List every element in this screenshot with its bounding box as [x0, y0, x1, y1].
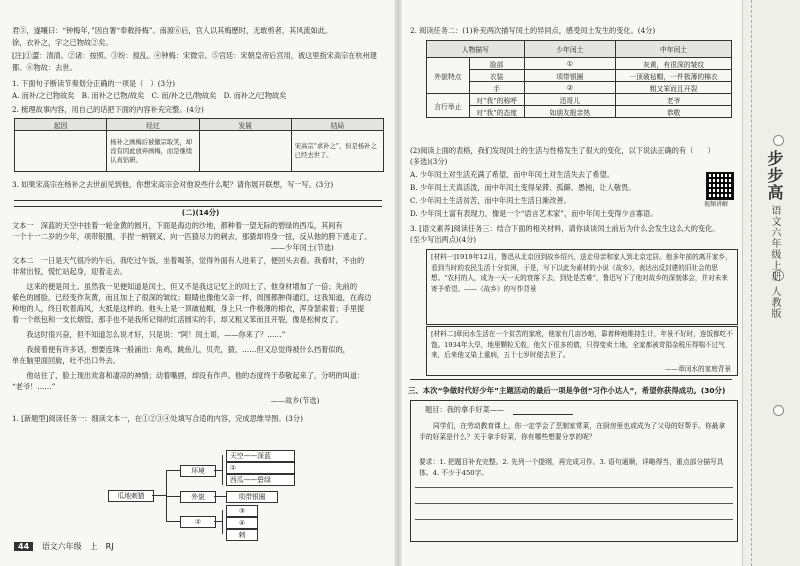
- part-2-title: (二)(14分): [181, 208, 220, 217]
- row-group: 外貌特点: [427, 58, 470, 94]
- table-cell: 手: [469, 82, 524, 94]
- text-2-line: 非常出惊，慌忙站起身，迎着走去。: [12, 267, 128, 276]
- table-cell: 灰黄，有很深的皱纹: [616, 58, 732, 70]
- table-cell: 对“我”的称呼: [469, 94, 524, 106]
- punch-hole: [773, 135, 784, 146]
- writing-line[interactable]: [415, 503, 733, 504]
- question-6: 3. [语文素养]阅读任务三：结合下面的相关材料，请你谈谈闰土前后为什么会发生这么大的变化。: [410, 224, 720, 233]
- writing-line[interactable]: [415, 487, 733, 488]
- text-2-line: 他站住了，脸上现出欢喜和凄凉的神情；动着嘴唇，却没有作声。他的态度终于恭敬起来了，分明的叫道：: [12, 371, 365, 380]
- table-cell: 对“我”的态度: [469, 106, 524, 118]
- connector: [152, 495, 166, 496]
- table-cell: 一顶破毡帽，一件极薄的棉衣: [616, 70, 732, 82]
- table-cell-answer[interactable]: [199, 131, 291, 172]
- option-d[interactable]: D. 少年闰土富有表现力，像是一个“语言艺术家”，而中年闰土变得少言寡语。: [410, 209, 658, 218]
- text-2-line: 种地的人，终日吹着海风，大抵是这样的。他头上是一顶破毡帽，身上只一件极薄的棉衣，浑身瑟索着；手里提: [12, 304, 365, 313]
- writing-line[interactable]: [415, 519, 733, 520]
- option-a[interactable]: A. 少年闰土对生活充满了希望，而中年闰土对生活失去了希望。: [410, 170, 614, 179]
- table-header: 人物描写: [427, 41, 525, 58]
- table-cell: 杨补之画梅后被徽宗取笑，却没有因此放弃画梅，而是继续认真钻研。: [107, 131, 199, 172]
- connector: [222, 455, 223, 485]
- mind-root: 瓜地刺猹: [108, 490, 154, 502]
- answer-line[interactable]: [410, 379, 732, 380]
- text-2-line: “老爷！……”: [12, 382, 56, 391]
- text-2-line: 我接着便有许多话，想要连珠一般涌出：角鸡，跳鱼儿，贝壳，猹，……但又总觉得被什么挡着似的，: [12, 345, 350, 354]
- text-1-line: 文本一 深蓝的天空中挂着一轮金黄的圆月，下面是海边的沙地，都种着一望无际的碧绿的西瓜，其间有: [12, 221, 343, 230]
- table-cell: 衣装: [469, 70, 524, 82]
- brand-logo: 步步高: [765, 150, 784, 201]
- question-3: 3. 如果宋高宗在杨补之去世前见到他，你想宋高宗会对他说些什么呢？请你展开联想，写一写。(3分): [12, 180, 334, 189]
- table-cell: 项带银圈: [524, 70, 616, 82]
- left-page: [0, 0, 395, 566]
- table-cell: 如朋友般亲热: [524, 106, 616, 118]
- leaf-blank[interactable]: ④: [226, 517, 258, 529]
- question-5b: (2)阅读上面的表格，我们发现闰土的生活与性格发生了很大的变化，以下说法正确的有（ ）: [410, 146, 715, 155]
- connector: [166, 470, 180, 471]
- question-2: 2. 梳理故事内容，用自己的话把下面的内容补充完整。(4分): [12, 105, 204, 114]
- text-1-line: 一个十一二岁的少年，项带银圈，手捏一柄钢叉，向一匹猹尽力的刺去，那猹却将身一扭，反从他的胯下逃走了。: [12, 232, 372, 241]
- sidebar-label: [763, 150, 786, 319]
- leaf-blank[interactable]: ①: [226, 462, 295, 474]
- text-2-line: 单在脑里面回旋，吐不出口外去。: [12, 356, 120, 365]
- leaf: 刺: [226, 529, 258, 541]
- branch-blank[interactable]: ②: [180, 516, 216, 528]
- branch-environment: 环境: [180, 465, 216, 477]
- table-header: 中年闰土: [616, 41, 732, 58]
- text-2-source: ——故乡(节选): [12, 396, 320, 405]
- table-cell-blank[interactable]: ②: [524, 82, 616, 94]
- table-cell: 脸部: [469, 58, 524, 70]
- table-cell-blank[interactable]: ①: [524, 58, 616, 70]
- annotation-line: 都。⑥物故：去世。: [12, 63, 77, 72]
- branch-appearance: 外貌: [180, 491, 216, 503]
- footer-text: 语文六年级 上 RJ: [41, 542, 114, 551]
- plot-table: [14, 118, 384, 172]
- leaf: 项带银圈: [226, 491, 278, 503]
- question-4: 1. [新题型]阅读任务一：细读文本一，在①②③④处填写合适的内容，完成思维导图。(3分): [12, 414, 303, 423]
- essay-title-prompt: 题目：我的拿手好菜——: [425, 405, 505, 414]
- qr-caption: 视频讲解: [704, 201, 729, 208]
- text-2-line: 我这时很兴奋，但不知道怎么说才好，只是说：“阿！闰土哥，——你来了？……”: [12, 330, 286, 339]
- material-2-box: [426, 326, 738, 376]
- part-3-title: 三、本次“争做时代好少年”主题活动的最后一项是争创“习作小达人”，希望你获得成功。(30分): [408, 386, 726, 395]
- comparison-table: [426, 40, 732, 118]
- connector: [214, 496, 226, 497]
- essay-requirements: 要求：1. 把题目补充完整。2. 先列一个提纲，再完成习作。3. 语句通顺，详略得当，重点部分描写具体。4. 不少于450字。: [419, 458, 724, 477]
- material-2-source: ——章闰水的家庭背景: [665, 364, 731, 373]
- punch-hole: [773, 405, 784, 416]
- essay-box: [410, 400, 738, 542]
- binding-sidebar: [742, 0, 800, 566]
- classical-text-line: 徐，衣补之，字之已物故②矣。: [12, 38, 113, 47]
- table-cell: 恭敬: [616, 106, 732, 118]
- table-cell: 粗又笨而且开裂: [616, 82, 732, 94]
- leaf: 西瓜——碧绿: [226, 474, 295, 486]
- material-1-text: [材料一]1919年12月，鲁迅从北京回到故乡绍兴，送走母亲和家人到北京定居。他多年前的离开家乡，看到当时的农民生活十分贫困，于是，写下以此为素材的小说《故乡》，表达出反封建的旧社会的思想。“农村的人，成为一天一天的衰落下去，到处是苦难”，鲁迅写下了他对故乡的深刻体会，并对未来寄予希望。——《故乡》的写作背景: [431, 253, 732, 293]
- classical-text-line: 君⑤，遂嚷曰：“钟梅年，”因自署“奉敕持梅”。南渡⑥后，官人以其梅歷时，无敢剪者，其风流如此。: [12, 26, 333, 35]
- table-header: 发展: [199, 119, 291, 131]
- table-header: 结局: [291, 119, 383, 131]
- table-cell: 宋高宗“求补之”，但是杨补之已经去世了。: [291, 131, 383, 172]
- title-blank[interactable]: [513, 414, 573, 415]
- question-1-options: A. 而补/之已物故矣 B. 而补之已物/故矣 C. 而/补之已/物故矣 D. 而补之/已物故矣: [12, 91, 287, 100]
- table-cell: 老爷: [616, 94, 732, 106]
- connector: [214, 470, 222, 471]
- text-2-line: 着一个纸包和一支长烟管，那手也不是我所记得的红活圆实的手，却又粗又笨而且开裂，像是松树皮了。: [12, 315, 343, 324]
- connector: [166, 521, 180, 522]
- connector: [166, 496, 180, 497]
- page-footer: [14, 541, 114, 552]
- leaf: 天空——深蓝: [226, 450, 295, 462]
- question-1: 1. 下面句子断读节奏划分正确的一项是（ ）(3分): [12, 79, 176, 88]
- material-1-box: [426, 249, 738, 325]
- connector: [222, 510, 223, 534]
- text-2-line: 文本二 一日是天气很冷的午后，我吃过午饭，坐着喝茶，觉得外面有人进来了，便回头去看。我看时，不由的: [12, 256, 365, 265]
- essay-intro: 同学们，在劳动教育课上，你一定学会了烹制家常菜，在厨房里也或成为了父母的好帮手。你最拿手的好菜是什么？关于拿手好菜，你有哪些想要分享的呢？: [419, 422, 726, 441]
- row-group: 言行举止: [427, 94, 470, 118]
- cut-line: [751, 0, 752, 566]
- table-header: 少年闰土: [524, 41, 616, 58]
- table-header: 经过: [107, 119, 199, 131]
- answer-line[interactable]: [14, 200, 382, 201]
- table-cell: 迅哥儿: [524, 94, 616, 106]
- leaf-blank[interactable]: ③: [226, 505, 258, 517]
- question-6-note: (至少写出两点)(4分): [410, 235, 477, 244]
- table-header: 起因: [15, 119, 107, 131]
- question-5b-note: (多选)(3分): [410, 157, 448, 166]
- connector: [214, 521, 222, 522]
- text-2-line: 紫色的圆脸，已经变作灰黄，而且加上了很深的皱纹；眼睛也像他父亲一样，周围都肿得通红，这我知道，在海边: [12, 293, 372, 302]
- text-2-line: 这来的便是闰土。虽然我一见便知道是闰土，但又不是我这记忆上的闰土了。他身材增加了一倍；先前的: [12, 282, 358, 291]
- option-c[interactable]: C. 少年闰土生活贫苦，而中年闰土生活日渐改善。: [410, 196, 571, 205]
- material-2-text: [材料二]章闰水生活在一个贫苦的家庭，他家有几亩沙地，靠着种地维持生计，年景不好时，连饭都吃不饱。1934年大旱，地里颗粒无收，他欠下很多的债，只得变卖土地，全家都被苛捐杂税压得喘不过气来，后来他又染上重病，五十七岁时便去世了。: [431, 330, 733, 360]
- right-page: [400, 0, 740, 566]
- option-b[interactable]: B. 少年闰土天真活泼，而中年闰土变得呆滞、孤僻、愚钝，让人敬畏。: [410, 183, 636, 192]
- annotation-line: [注]①澀：清清。②诸：按照。③纷：搅乱。④钟梅：宋微宗。⑤宫廷：宋朝皇帝后宫用，被这里指宋高宗在杭州建: [12, 51, 377, 60]
- page-number: 44: [14, 542, 33, 551]
- text-1-source: ——少年闰土(节选): [12, 243, 334, 252]
- qr-code-icon[interactable]: [706, 172, 734, 200]
- divider: [14, 206, 382, 207]
- question-5: 2. 阅读任务二：(1)补充两次描写闰土的异同点，感受闰土发生的变化。(4分): [410, 26, 656, 35]
- sidebar-subtitle: 语文六年级上册 人教版: [769, 205, 780, 320]
- table-cell-answer[interactable]: [15, 131, 107, 172]
